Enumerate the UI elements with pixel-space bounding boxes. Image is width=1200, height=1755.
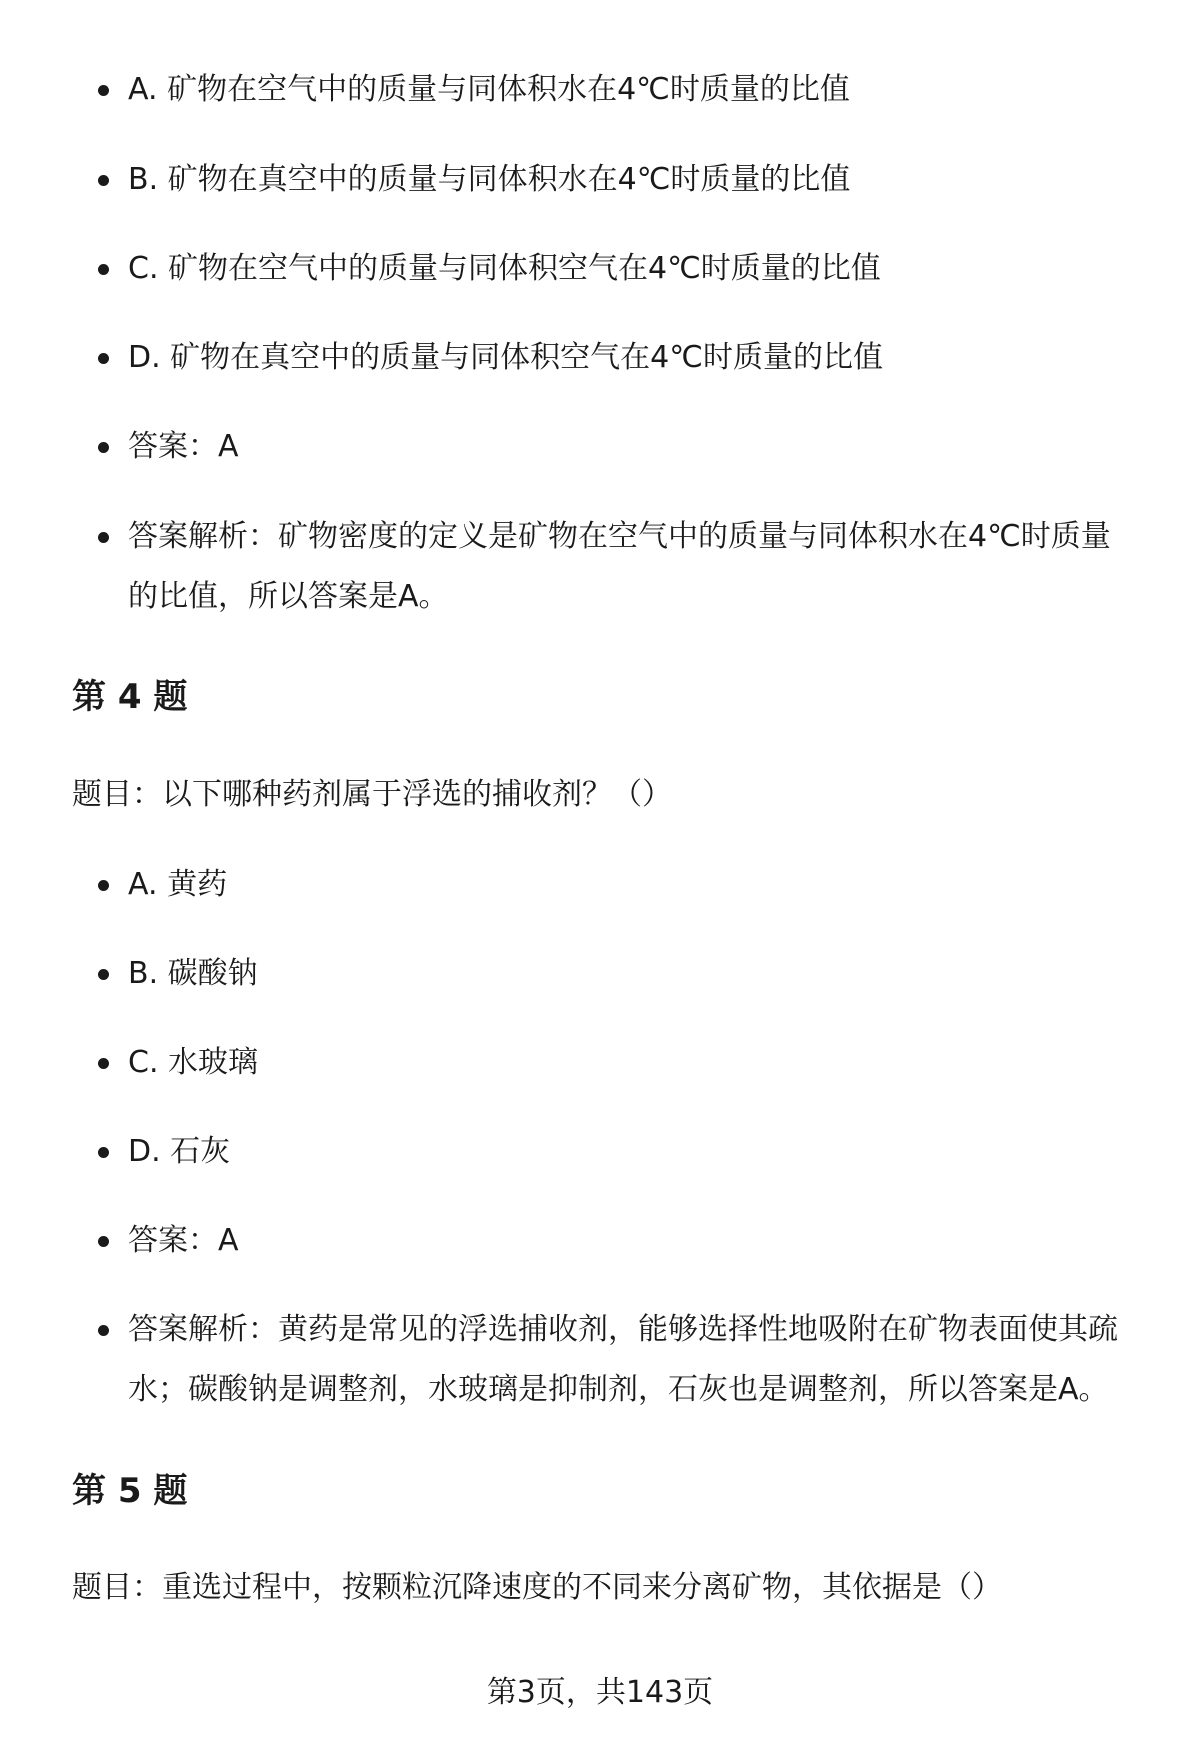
option-a: A. 黄药 (128, 855, 1128, 915)
option-c: C. 水玻璃 (128, 1033, 1128, 1093)
answer: 答案：A (128, 417, 1128, 477)
option-a: A. 矿物在空气中的质量与同体积水在4℃时质量的比值 (128, 60, 1128, 120)
option-b: B. 矿物在真空中的质量与同体积水在4℃时质量的比值 (128, 150, 1128, 210)
question-5-text: 题目：重选过程中，按颗粒沉降速度的不同来分离矿物，其依据是（） (72, 1570, 1002, 1605)
question-4-heading: 第 4 题 (72, 677, 188, 717)
question-4-text: 题目：以下哪种药剂属于浮选的捕收剂？（） (72, 777, 672, 812)
answer-explanation: 答案解析：矿物密度的定义是矿物在空气中的质量与同体积水在4℃时质量的比值，所以答案是A。 (128, 507, 1128, 627)
option-d: D. 矿物在真空中的质量与同体积空气在4℃时质量的比值 (128, 328, 1128, 388)
option-d: D. 石灰 (128, 1122, 1128, 1182)
page-number-footer: 第3页，共143页 (486, 1675, 714, 1710)
option-b: B. 碳酸钠 (128, 944, 1128, 1004)
option-c: C. 矿物在空气中的质量与同体积空气在4℃时质量的比值 (128, 239, 1128, 299)
question-5-heading: 第 5 题 (72, 1471, 188, 1511)
answer-explanation: 答案解析：黄药是常见的浮选捕收剂，能够选择性地吸附在矿物表面使其疏水；碳酸钠是调整剂，水玻璃是抑制剂，石灰也是调整剂，所以答案是A。 (128, 1300, 1128, 1420)
answer: 答案：A (128, 1211, 1128, 1271)
